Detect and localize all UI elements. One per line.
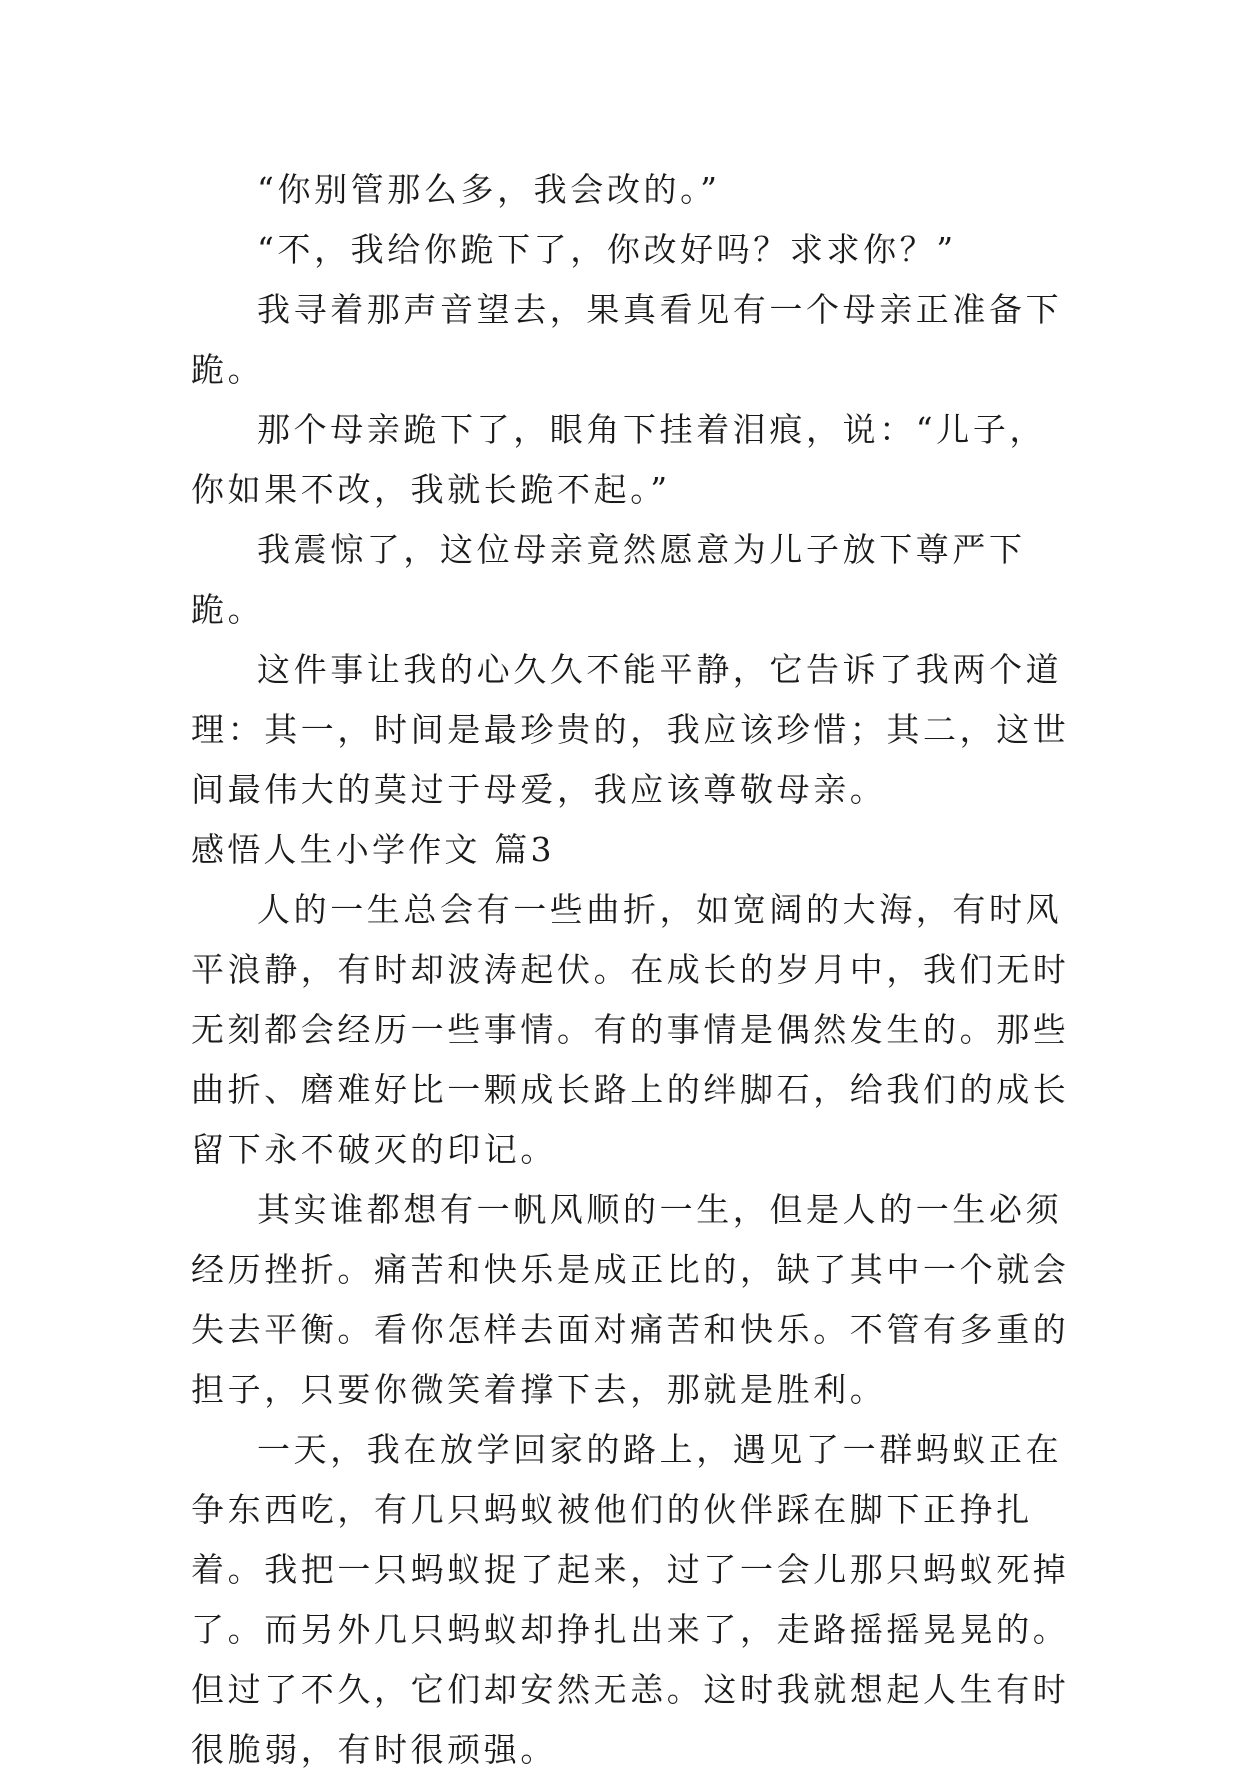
document-body [191, 160, 1071, 1780]
paragraph: 一天，我在放学回家的路上，遇见了一群蚂蚁正在争东西吃，有几只蚂蚁被他们的伙伴踩在脚下正挣扎着。我把一只蚂蚁捉了起来，过了一会儿那只蚂蚁死掉了。而另外几只蚂蚁却挣扎出来了，走路摇摇晃晃的。但过了不久，它们却安然无恙。这时我就想起人生有时很脆弱，有时很顽强。 [191, 1430, 1070, 1769]
paragraph: 那个母亲跪下了，眼角下挂着泪痕，说：“儿子，你如果不改，我就长跪不起。” [191, 410, 1047, 509]
paragraph: “你别管那么多，我会改的。” [257, 170, 721, 209]
paragraph: 这件事让我的心久久不能平静，它告诉了我两个道理：其一，时间是最珍贵的，我应该珍惜；其二，这世间最伟大的莫过于母爱，我应该尊敬母亲。 [191, 650, 1070, 809]
paragraph: 我震惊了，这位母亲竟然愿意为儿子放下尊严下跪。 [191, 530, 1026, 629]
paragraph: 我寻着那声音望去，果真看见有一个母亲正准备下跪。 [191, 290, 1063, 389]
paragraph: 人的一生总会有一些曲折，如宽阔的大海，有时风平浪静，有时却波涛起伏。在成长的岁月中，我们无时无刻都会经历一些事情。有的事情是偶然发生的。那些曲折、磨难好比一颗成长路上的绊脚石，给我们的成长留下永不破灭的印记。 [191, 890, 1070, 1169]
paragraph: “不，我给你跪下了，你改好吗？求求你？” [257, 230, 957, 269]
paragraph: 其实谁都想有一帆风顺的一生，但是人的一生必须经历挫折。痛苦和快乐是成正比的，缺了其中一个就会失去平衡。看你怎样去面对痛苦和快乐。不管有多重的担子，只要你微笑着撑下去，那就是胜利。 [191, 1190, 1070, 1409]
section-heading: 感悟人生小学作文 篇3 [191, 830, 555, 869]
